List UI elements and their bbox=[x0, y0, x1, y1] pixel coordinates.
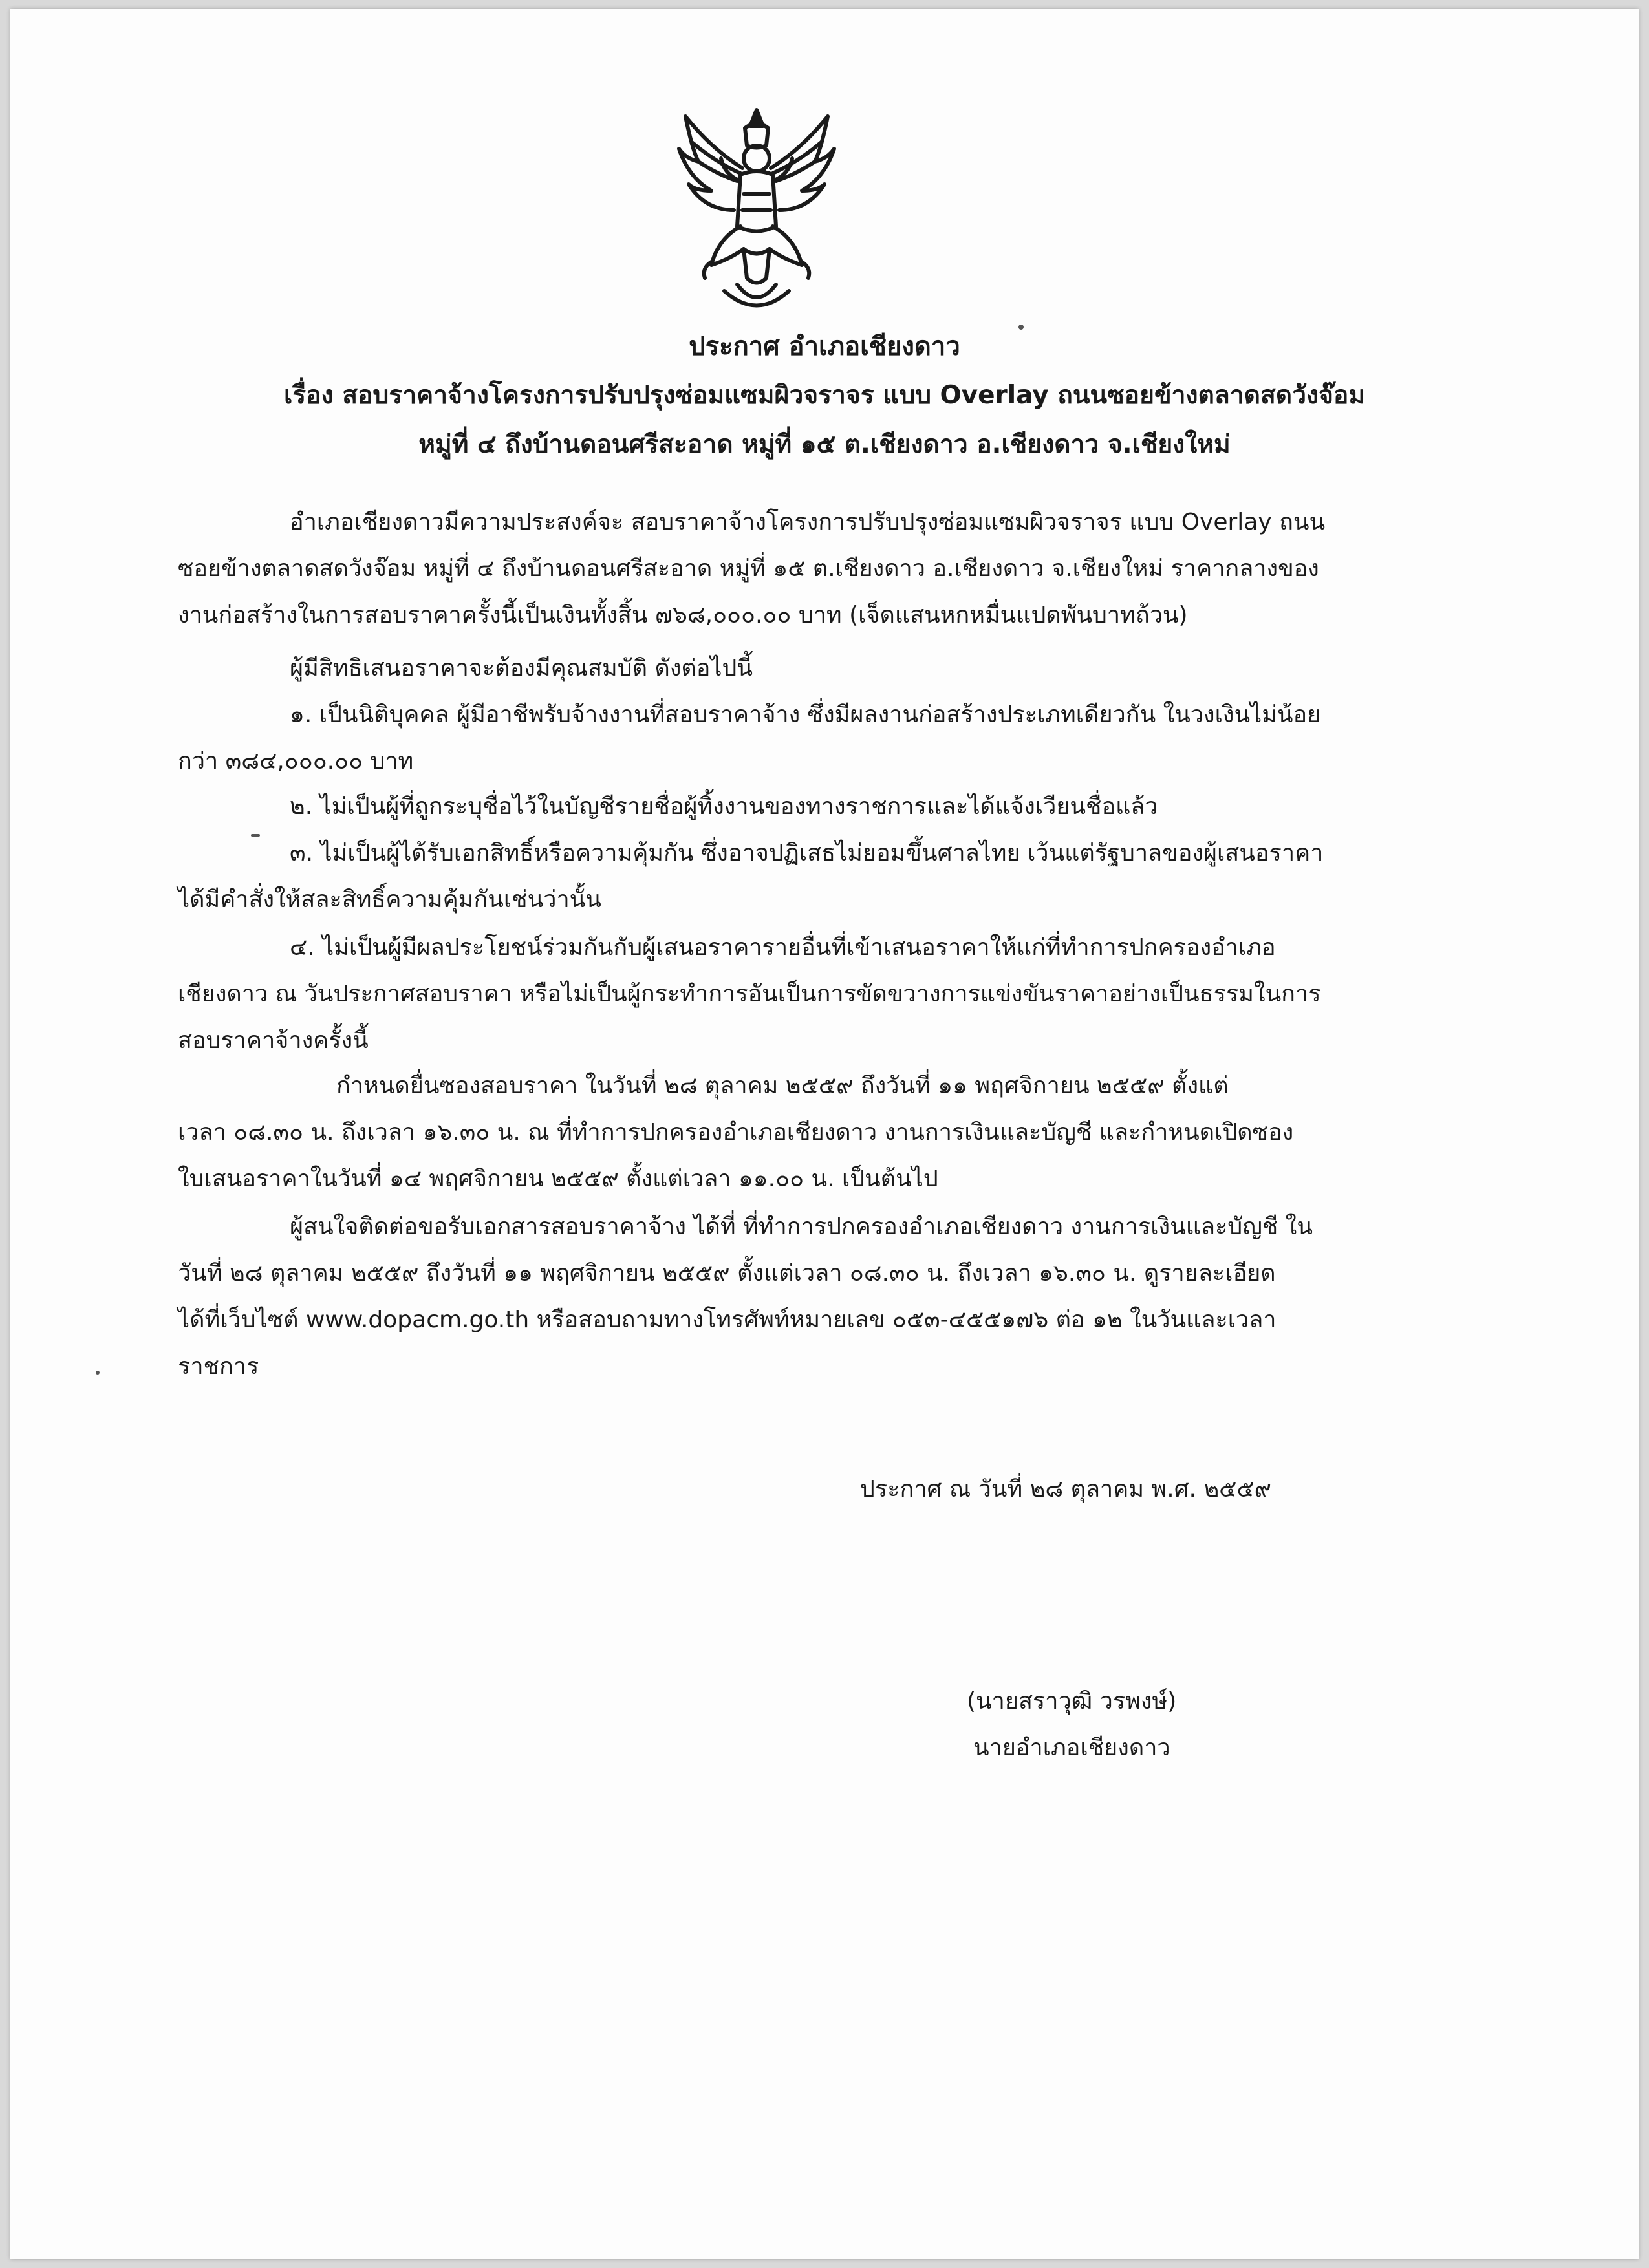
body-line: ๒. ไม่เป็นผู้ที่ถูกระบุชื่อไว้ในบัญชีรายชื่อผู้ทิ้งงานของทางราชการและได้แจ้งเวียนชื่อแล้ว bbox=[290, 793, 1158, 820]
announcement-date: ประกาศ ณ วันที่ ๒๘ ตุลาคม พ.ศ. ๒๕๕๙ bbox=[860, 1476, 1272, 1503]
body-line: งานก่อสร้างในการสอบราคาครั้งนี้เป็นเงินทั้งสิ้น ๗๖๘,๐๐๐.๐๐ บาท (เจ็ดแสนหกหมื่นแปดพันบาทถ้วน) bbox=[178, 602, 1188, 628]
body-line: เวลา ๐๘.๓๐ น. ถึงเวลา ๑๖.๓๐ น. ณ ที่ทำการปกครองอำเภอเชียงดาว งานการเงินและบัญชี และกำหนดเปิดซอง bbox=[178, 1119, 1294, 1146]
body-line: ผู้มีสิทธิเสนอราคาจะต้องมีคุณสมบัติ ดังต่อไปนี้ bbox=[290, 655, 753, 681]
scan-speck bbox=[1018, 325, 1024, 330]
body-line: ราชการ bbox=[178, 1353, 259, 1380]
signer-title: นายอำเภอเชียงดาว bbox=[973, 1735, 1170, 1761]
announcement-subject-line-2: หมู่ที่ ๔ ถึงบ้านดอนศรีสะอาด หมู่ที่ ๑๕ ต.เชียงดาว อ.เชียงดาว จ.เชียงใหม่ bbox=[418, 430, 1231, 459]
body-line: ๑. เป็นนิติบุคคล ผู้มีอาชีพรับจ้างงานที่สอบราคาจ้าง ซึ่งมีผลงานก่อสร้างประเภทเดียวกัน ในวงเงินไม่น้อย bbox=[290, 701, 1321, 728]
announcement-subject-line-1: เรื่อง สอบราคาจ้างโครงการปรับปรุงซ่อมแซมผิวจราจร แบบ Overlay ถนนซอยข้างตลาดสดวังจ๊อม bbox=[283, 381, 1366, 410]
body-line: ผู้สนใจติดต่อขอรับเอกสารสอบราคาจ้าง ได้ที่ ที่ทำการปกครองอำเภอเชียงดาว งานการเงินและบัญชี ใน bbox=[290, 1214, 1313, 1240]
body-line: ใบเสนอราคาในวันที่ ๑๔ พฤศจิกายน ๒๕๕๙ ตั้งแต่เวลา ๑๑.๐๐ น. เป็นต้นไป bbox=[178, 1166, 938, 1192]
body-line: กว่า ๓๘๔,๐๐๐.๐๐ บาท bbox=[178, 748, 414, 775]
body-line: เชียงดาว ณ วันประกาศสอบราคา หรือไม่เป็นผู้กระทำการอันเป็นการขัดขวางการแข่งขันราคาอย่างเป็นธรรมในการ bbox=[178, 981, 1321, 1007]
signer-name: (นายสราวุฒิ วรพงษ์) bbox=[967, 1688, 1177, 1715]
scan-speck bbox=[96, 1371, 100, 1375]
body-line: ซอยข้างตลาดสดวังจ๊อม หมู่ที่ ๔ ถึงบ้านดอนศรีสะอาด หมู่ที่ ๑๕ ต.เชียงดาว อ.เชียงดาว จ.เชียงใหม่ ราคากลางของ bbox=[178, 555, 1319, 582]
body-line: ได้ที่เว็บไซต์ www.dopacm.go.th หรือสอบถามทางโทรศัพท์หมายเลข ๐๕๓-๔๕๕๑๗๖ ต่อ ๑๒ ในวันและเวลา bbox=[178, 1307, 1277, 1333]
body-line: ๓. ไม่เป็นผู้ได้รับเอกสิทธิ์หรือความคุ้มกัน ซึ่งอาจปฏิเสธไม่ยอมขึ้นศาลไทย เว้นแต่รัฐบาลของผู้เสนอราคา bbox=[290, 840, 1324, 866]
body-line: วันที่ ๒๘ ตุลาคม ๒๕๕๙ ถึงวันที่ ๑๑ พฤศจิกายน ๒๕๕๙ ตั้งแต่เวลา ๐๘.๓๐ น. ถึงเวลา ๑๖.๓๐ น. ดูรายละเอียด bbox=[178, 1260, 1276, 1287]
garuda-emblem-icon bbox=[673, 97, 841, 317]
announcement-title: ประกาศ อำเภอเชียงดาว bbox=[689, 332, 960, 361]
scan-speck bbox=[251, 834, 260, 837]
body-line: อำเภอเชียงดาวมีความประสงค์จะ สอบราคาจ้างโครงการปรับปรุงซ่อมแซมผิวจราจร แบบ Overlay ถนน bbox=[290, 509, 1326, 535]
body-line: กำหนดยื่นซองสอบราคา ในวันที่ ๒๘ ตุลาคม ๒๕๕๙ ถึงวันที่ ๑๑ พฤศจิกายน ๒๕๕๙ ตั้งแต่ bbox=[336, 1073, 1229, 1099]
body-line: ได้มีคำสั่งให้สละสิทธิ์ความคุ้มกันเช่นว่านั้น bbox=[178, 886, 601, 913]
body-line: สอบราคาจ้างครั้งนี้ bbox=[178, 1027, 369, 1054]
body-line: ๔. ไม่เป็นผู้มีผลประโยชน์ร่วมกันกับผู้เสนอราคารายอื่นที่เข้าเสนอราคาให้แก่ที่ทำการปกครองอำเภอ bbox=[290, 934, 1276, 961]
